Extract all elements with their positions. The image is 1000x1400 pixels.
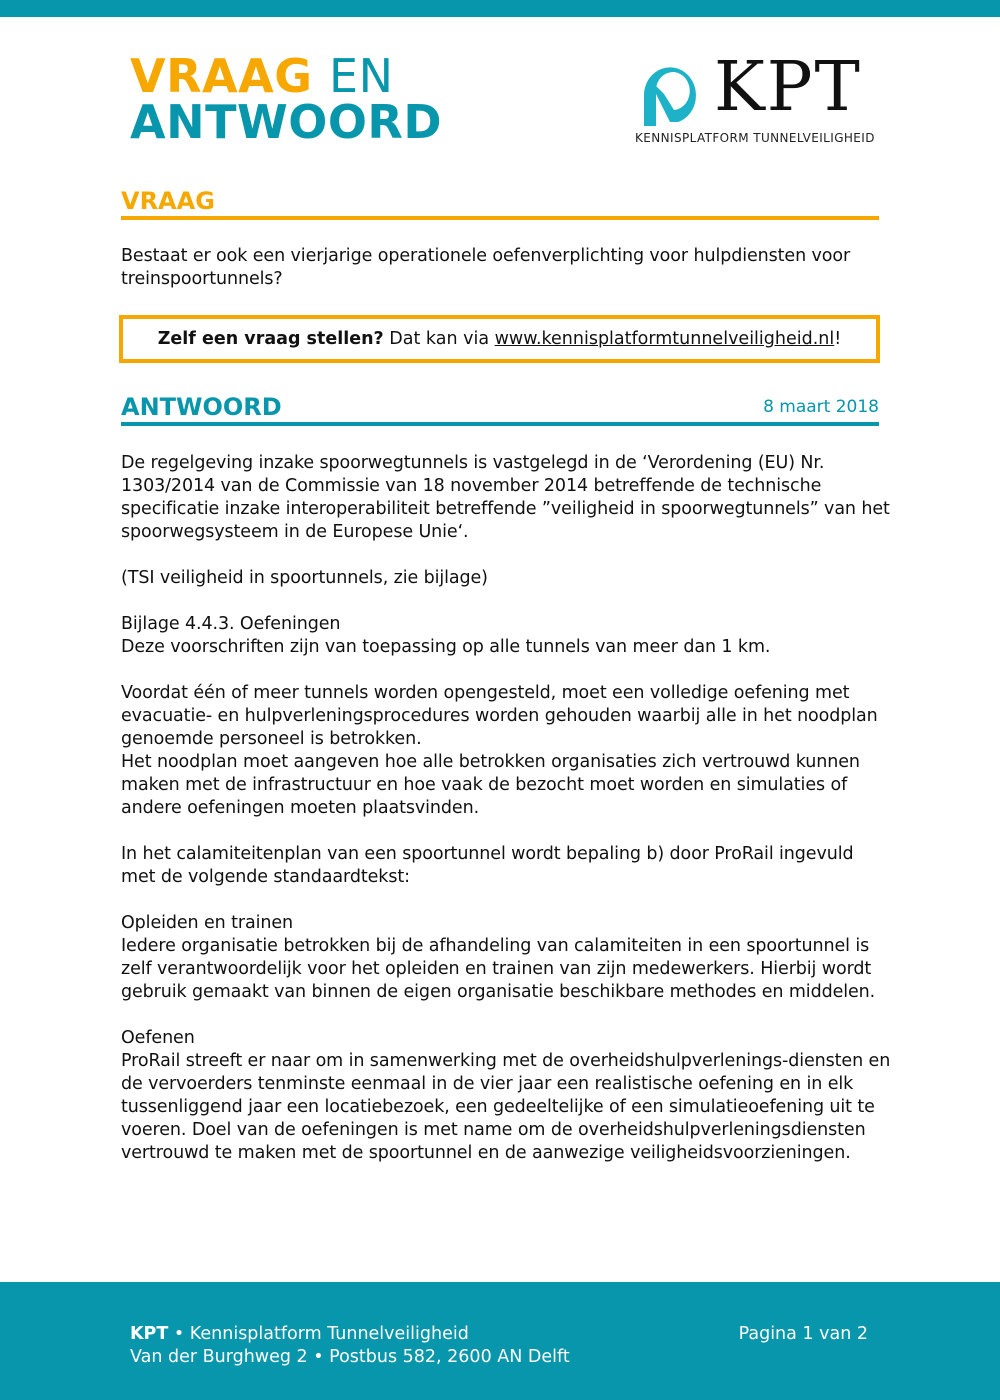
logo-wordmark: KPT: [714, 48, 862, 127]
title-vraag: VRAAG: [130, 49, 313, 103]
top-accent-bar: [0, 0, 1000, 17]
footer-org-abbr: KPT: [130, 1324, 169, 1344]
footer-address-block: [130, 1323, 570, 1369]
callout-suffix: !: [834, 329, 842, 349]
answer-date: 8 maart 2018: [763, 397, 879, 417]
document-title: [130, 49, 443, 149]
page-footer: [0, 1282, 1000, 1400]
answer-paragraph: (TSI veiligheid in spoortunnels, zie bijlage): [121, 568, 488, 588]
answer-paragraph: Voordat één of meer tunnels worden opengesteld, moet een volledige oefening met evacuatie- en hulpverleningsprocedures worden gehouden waarbij alle in het noodplan genoemde personeel is betrokken.: [121, 683, 878, 749]
question-paragraph: Bestaat er ook een vierjarige operationele oefenverplichting voor hulpdiensten voor treinspoortunnels?: [121, 246, 851, 289]
callout-bold: Zelf een vraag stellen?: [157, 329, 384, 349]
answer-body: [121, 452, 891, 1165]
answer-paragraph: Het noodplan moet aangeven hoe alle betrokken organisaties zich vertrouwd kunnen maken met de infrastructuur en hoe vaak de bezocht moet worden en simulaties of andere oefeningen moeten plaatsvinden.: [121, 752, 860, 818]
title-antwoord: ANTWOORD: [130, 95, 443, 149]
kpt-tunnel-logo-icon: [634, 58, 706, 128]
kpt-logo: [634, 48, 875, 150]
footer-org-name: • Kennisplatform Tunnelveiligheid: [168, 1324, 469, 1344]
answer-subheading: Opleiden en trainen: [121, 913, 294, 933]
answer-paragraph: De regelgeving inzake spoorwegtunnels is vastgelegd in de ‘Verordening (EU) Nr. 1303/2014 van de Commissie van 18 november 2014 betreffende de technische specificatie inzake interoperabiliteit betreffende ”veiligheid in spoorwegtunnels” van het spoorwegsysteem in de Europese Unie‘.: [121, 453, 890, 542]
page-number: Pagina 1 van 2: [738, 1324, 868, 1344]
title-en: EN: [329, 49, 394, 103]
question-heading-label: VRAAG: [121, 187, 215, 215]
answer-subheading: Oefenen: [121, 1028, 195, 1048]
answer-paragraph: Iedere organisatie betrokken bij de afhandeling van calamiteiten in een spoortunnel is zelf verantwoordelijk voor het opleiden en trainen van zijn medewerkers. Hierbij wordt gebruik gemaakt van binnen de eigen organisatie beschikbare methodes en middelen.: [121, 936, 876, 1002]
answer-paragraph: In het calamiteitenplan van een spoortunnel wordt bepaling b) door ProRail ingevuld met de volgende standaardtekst:: [121, 844, 854, 887]
website-link[interactable]: www.kennisplatformtunnelveiligheid.nl: [494, 329, 835, 349]
answer-heading-label: ANTWOORD: [121, 393, 282, 421]
answer-paragraph: Deze voorschriften zijn van toepassing op alle tunnels van meer dan 1 km.: [121, 637, 771, 657]
logo-subtitle: KENNISPLATFORM TUNNELVEILIGHEID: [635, 131, 875, 145]
callout-text: Dat kan via: [383, 329, 495, 349]
answer-heading: [121, 393, 879, 426]
answer-paragraph: ProRail streeft er naar om in samenwerking met de overheidshulpverlenings-diensten en de vervoerders tenminste eenmaal in de vier jaar een realistische oefening en in elk tussenliggend jaar een locatiebezoek, een gedeeltelijke of een simulatieoefening uit te voeren. Doel van de oefeningen is met name om de overheidshulpverleningsdiensten vertrouwd te maken met de spoortunnel en de aanwezige veiligheidsvoorzieningen.: [121, 1051, 891, 1163]
answer-subheading: Bijlage 4.4.3. Oefeningen: [121, 614, 341, 634]
question-text: [121, 245, 891, 291]
ask-question-callout: [119, 315, 880, 363]
footer-address: Van der Burghweg 2 • Postbus 582, 2600 AN Delft: [130, 1347, 570, 1367]
question-heading: [121, 187, 879, 220]
